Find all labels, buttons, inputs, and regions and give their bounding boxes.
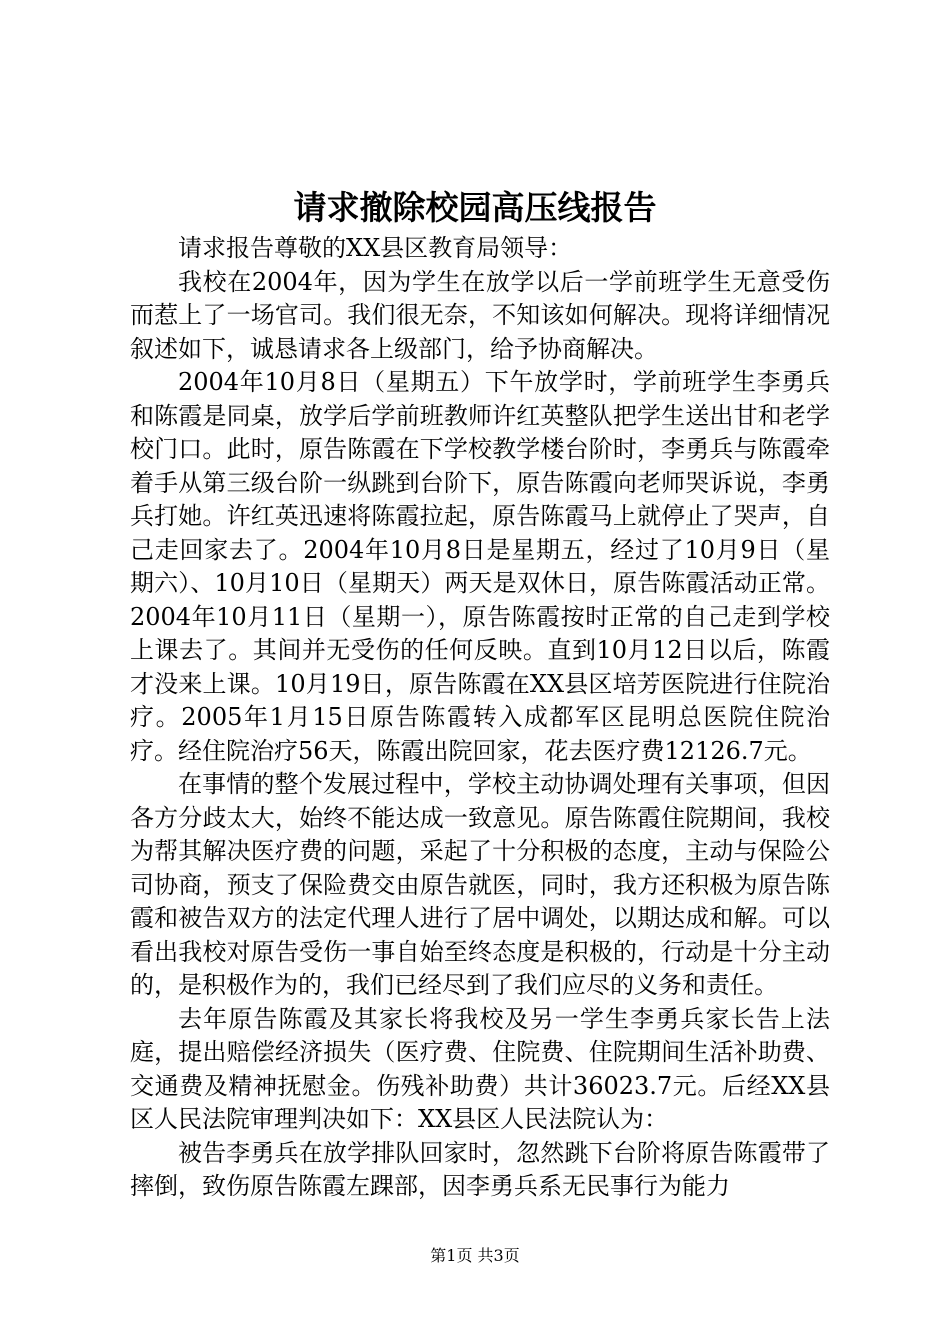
paragraph-salutation: 请求报告尊敬的XX县区教育局领导： <box>178 234 573 262</box>
document-body <box>130 232 830 1204</box>
page-footer: 第1页 共3页 <box>430 1246 520 1265</box>
paragraph-lawsuit: 去年原告陈霞及其家长将我校及另一学生李勇兵家长告上法庭，提出赔偿经济损失（医疗费、住院费、住院期间生活补助费、交通费及精神抚慰金。伤残补助费）共计36023.7元。后经XX县区人民法院审理判决如下：XX县区人民法院认为： <box>130 1004 830 1133</box>
paragraph-court-finding: 被告李勇兵在放学排队回家时，忽然跳下台阶将原告陈霞带了摔倒，致伤原告陈霞左踝部，因李勇兵系无民事行为能力 <box>130 1138 830 1200</box>
paragraph-school-response: 在事情的整个发展过程中，学校主动协调处理有关事项，但因各方分歧太大，始终不能达成一致意见。原告陈霞住院期间，我校为帮其解决医疗费的问题，采起了十分积极的态度，主动与保险公司协商，预支了保险费交由原告就医，同时，我方还积极为原告陈霞和被告双方的法定代理人进行了居中调处，以期达成和解。可以看出我校对原告受伤一事自始至终态度是积极的，行动是十分主动的，是积极作为的，我们已经尽到了我们应尽的义务和责任。 <box>130 770 830 999</box>
paragraph-incident: 2004年10月8日（星期五）下午放学时，学前班学生李勇兵和陈霞是同桌，放学后学前班教师许红英整队把学生送出甘和老学校门口。此时，原告陈霞在下学校教学楼台阶时，李勇兵与陈霞牵着手从第三级台阶一纵跳到台阶下，原告陈霞向老师哭诉说，李勇兵打她。许红英迅速将陈霞拉起，原告陈霞马上就停止了哭声，自己走回家去了。2004年10月8日是星期五，经过了10月9日（星期六）、10月10日（星期天）两天是双休日，原告陈霞活动正常。2004年10月11日（星期一），原告陈霞按时正常的自己走到学校上课去了。其间并无受伤的任何反映。直到10月12日以后，陈霞才没来上课。10月19日，原告陈霞在XX县区培芳医院进行住院治疗。2005年1月15日原告陈霞转入成都军区昆明总医院住院治疗。经住院治疗56天，陈霞出院回家，花去医疗费12126.7元。 <box>130 368 830 765</box>
paragraph-intro: 我校在2004年，因为学生在放学以后一学前班学生无意受伤而惹上了一场官司。我们很无奈，不知该如何解决。现将详细情况叙述如下，诚恳请求各上级部门，给予协商解决。 <box>130 267 830 363</box>
document-title: 请求撤除校园高压线报告 <box>293 188 657 227</box>
